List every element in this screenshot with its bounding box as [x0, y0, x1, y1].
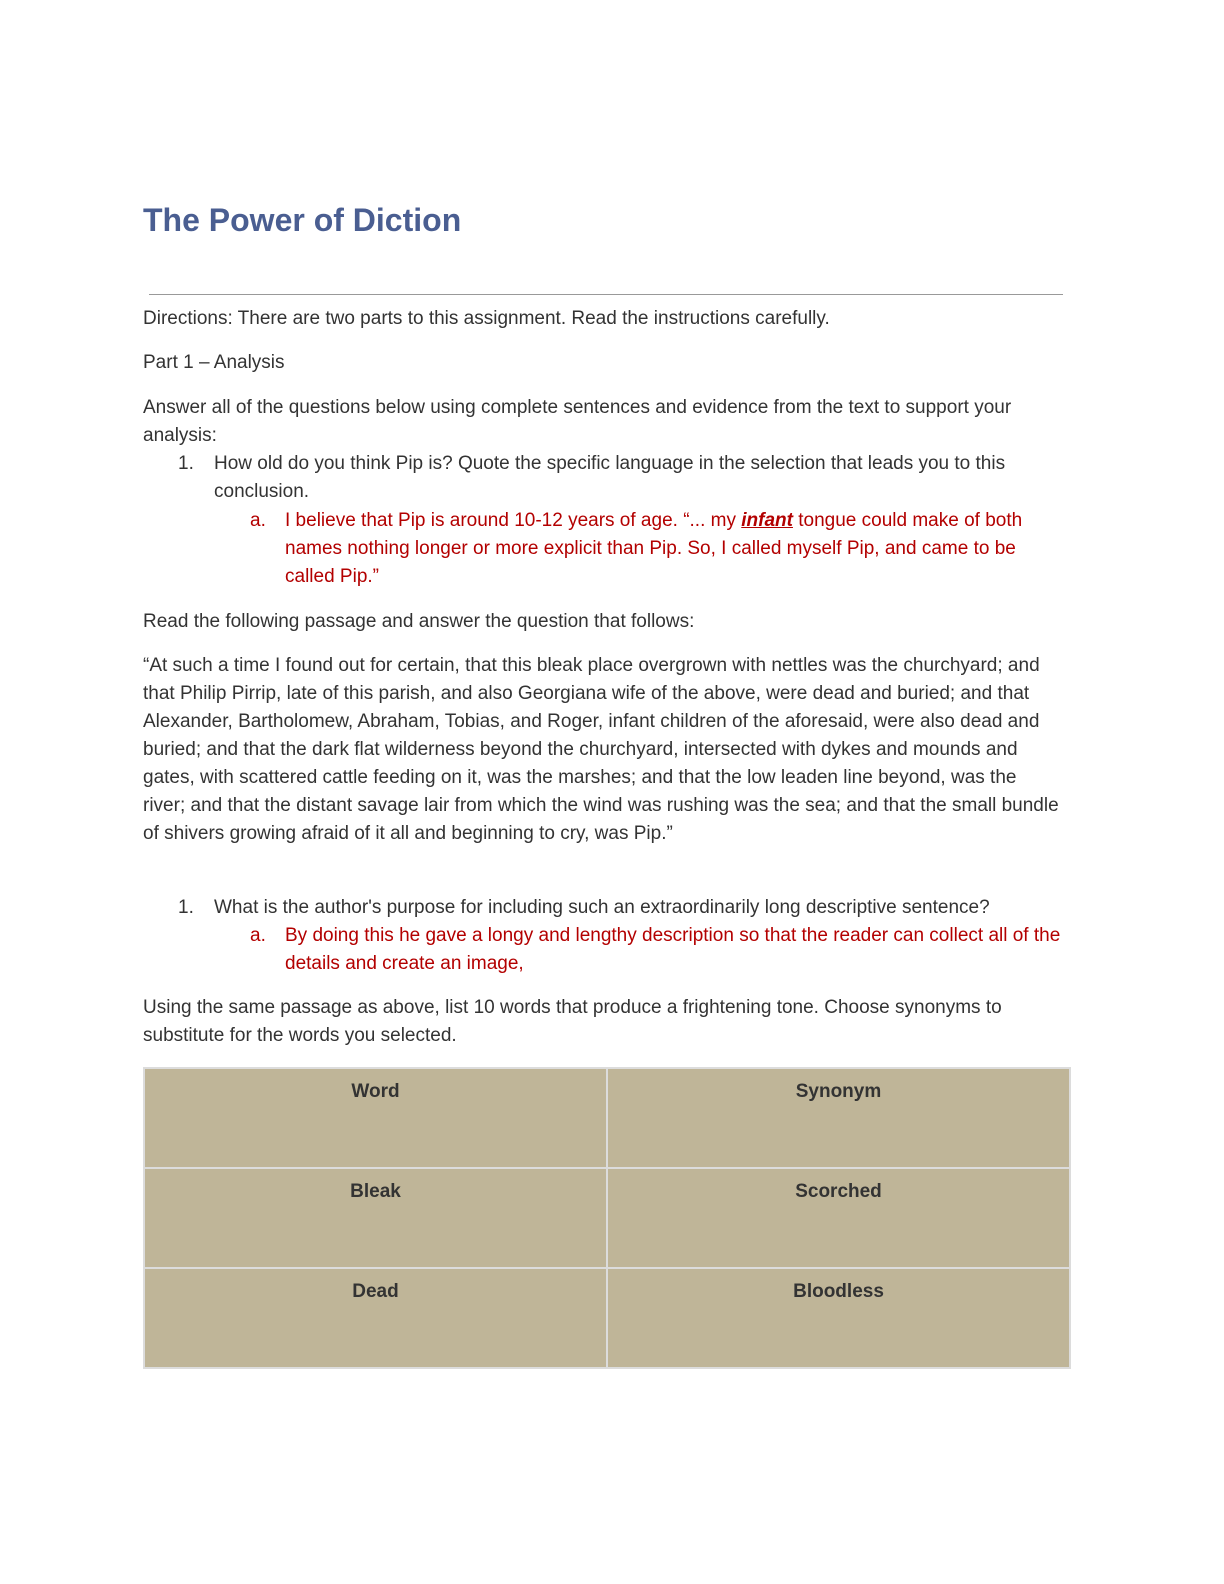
emphasized-word: infant [741, 510, 793, 531]
page-title: The Power of Diction [143, 202, 462, 238]
answer-text: I believe that Pip is around 10-12 years of age. “... my [285, 510, 742, 531]
q2-number: 1. [178, 897, 194, 918]
table-intro: Using the same passage as above, list 10 words that produce a frightening tone. Choose synonyms to substitute for the words you selected. [143, 997, 1002, 1046]
header-synonym: Synonym [607, 1068, 1070, 1168]
q2-answer-marker: a. [250, 925, 266, 946]
passage-intro: Read the following passage and answer the question that follows: [143, 611, 695, 632]
passage-quote: “At such a time I found out for certain, that this bleak place overgrown with nettles was the churchyard; and that Philip Pirrip, late of this parish, and also Georgiana wife of the above, were dead and buried; and that Alexander, Bartholomew, Abraham, Tobias, and Roger, infant children of the aforesaid, were also dead and buried; and that the dark flat wilderness beyond the churchyard, intersected with dykes and mounds and gates, with scattered cattle feeding on it, was the marshes; and that the low leaden line beyond, was the river; and that the distant savage lair from which the wind was rushing was the sea; and that the small bundle of shivers growing afraid of it all and beginning to cry, was Pip.” [143, 655, 1059, 844]
q1-answer-marker: a. [250, 510, 266, 531]
word-synonym-table [143, 1067, 1071, 1369]
synonym-cell: Scorched [607, 1168, 1070, 1268]
part-heading: Part 1 – Analysis [143, 352, 285, 373]
header-word: Word [144, 1068, 607, 1168]
q1-text: How old do you think Pip is? Quote the specific language in the selection that leads you to this conclusion. [214, 453, 1006, 502]
q2-text: What is the author's purpose for including such an extraordinarily long descriptive sentence? [214, 897, 990, 918]
directions: Directions: There are two parts to this assignment. Read the instructions carefully. [143, 308, 830, 329]
table-row [144, 1168, 1070, 1268]
instructions: Answer all of the questions below using complete sentences and evidence from the text to support your analysis: [143, 397, 1012, 446]
table-header-row [144, 1068, 1070, 1168]
synonym-cell: Bloodless [607, 1268, 1070, 1368]
divider [149, 294, 1063, 295]
table-row [144, 1268, 1070, 1368]
word-cell: Dead [144, 1268, 607, 1368]
answer-text: tongue could make of both names nothing longer or more explicit than Pip. So, I called myself Pip, and came to be called Pip.” [285, 510, 1023, 587]
q1-answer [285, 507, 1065, 591]
q2-answer: By doing this he gave a longy and lengthy description so that the reader can collect all of the details and create an image, [285, 925, 1061, 974]
q1-number: 1. [178, 453, 194, 474]
word-cell: Bleak [144, 1168, 607, 1268]
